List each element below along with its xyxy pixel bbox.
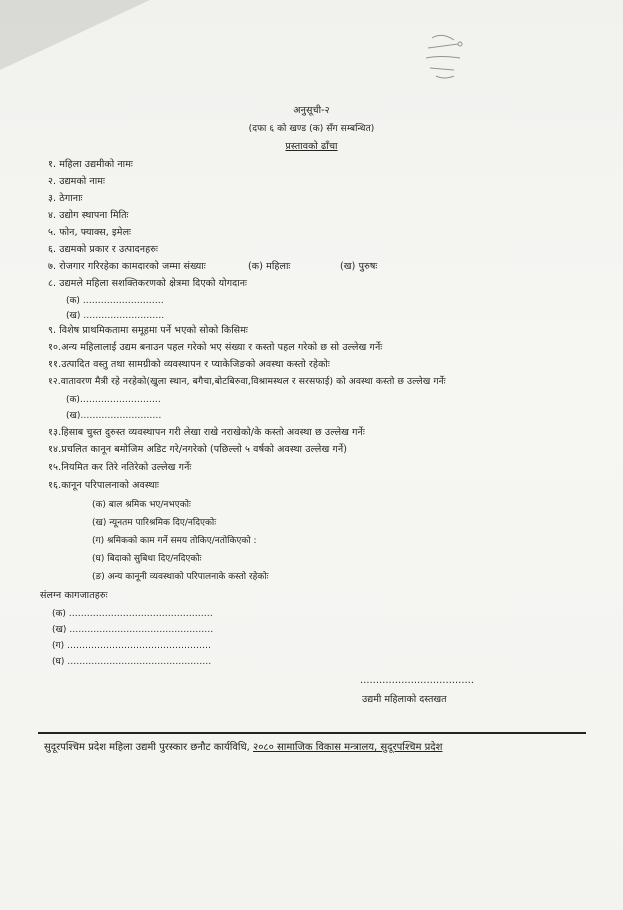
signature-label: उद्यमी महिलाको दस्तखत [362, 694, 447, 705]
item-12-sub-a: (क)……………………… [66, 395, 161, 405]
footer-text-part-b: २०८० सामाजिक विकास मन्त्रालय, सुदूरपश्चिम प्रदेश [253, 742, 443, 753]
item-16-sub-e: (ङ) अन्य कानूनी व्यवस्थाको परिपालनाके कस्तो रहेकोः [92, 572, 269, 582]
item-12-sub-b: (ख)……………………… [66, 411, 162, 421]
item-16-sub-d: (घ) बिदाको सुबिधा दिए/नदिएकोः [92, 554, 202, 564]
item-7-employees: ७. रोजगार गरिरहेका कामदारको जम्मा संख्याः [48, 261, 206, 272]
item-5-contact: ५. फोन, फ्याक्स, इमेलः [48, 227, 132, 238]
item-11-packaging: ११.उत्पादित वस्तु तथा सामग्रीको व्यवस्थापन र प्याकेजिङको अवस्था कस्तो रहेकोः [48, 359, 330, 370]
attachment-row-a: (क) ………………………………………… [52, 609, 213, 619]
item-14-audit: १४.प्रचलित कानून बमोजिम अडिट गरे/नगरेको (पछिल्लो ५ वर्षको अवस्था उल्लेख गर्ने) [48, 444, 348, 455]
schedule-heading: अनुसूची-२ [293, 105, 330, 116]
attachments-label: संलग्न कागजातहरुः [40, 590, 108, 601]
item-4-establishment-date: ४. उद्योग स्थापना मितिः [48, 210, 129, 221]
attachment-row-c: (ग) ………………………………………… [52, 641, 211, 651]
form-title: प्रस्तावको ढाँचा [285, 141, 338, 152]
footer-citation [44, 739, 442, 753]
item-3-address: ३. ठेगानाः [48, 193, 83, 204]
item-6-type-products: ६. उद्यमको प्रकार र उत्पादनहरुः [48, 244, 159, 255]
attachment-row-d: (घ) ………………………………………… [52, 657, 212, 667]
paper-fold-shadow [0, 0, 150, 70]
signature-line: ……………………………… [360, 675, 474, 686]
item-16-sub-a: (क) बाल श्रमिक भए/नभएकोः [92, 500, 191, 510]
footer-rule [38, 732, 586, 734]
item-13-accounting: १३.हिसाब चुस्त दुरुस्त व्यवस्थापन गरी लेखा राखे नराखेको/के कस्तो अवस्था छ उल्लेख गर्नेः [48, 427, 365, 438]
item-7-female-count: (क) महिलाः [248, 261, 291, 272]
footer-text-part-a: सुदूरपश्चिम प्रदेश महिला उद्यमी पुरस्कार छनौट कार्यविधि, [44, 742, 254, 753]
item-16-sub-b: (ख) न्यूनतम पारिश्रमिक दिए/नदिएकोः [92, 518, 217, 528]
item-8-sub-b: (ख) ……………………… [66, 311, 165, 321]
item-1-entrepreneur-name: १. महिला उद्यमीको नामः [48, 159, 133, 170]
official-seal-mark [420, 30, 470, 85]
item-2-enterprise-name: २. उद्यमको नामः [48, 176, 105, 187]
item-16-compliance: १६.कानून परिपालनाको अवस्थाः [48, 480, 160, 491]
item-10-initiatives: १०.अन्य महिलालाई उद्यम बनाउन पहल गरेको भए संख्या र कस्तो पहल गरेको छ सो उल्लेख गर्नेः [48, 342, 383, 353]
item-9-priority-group: ९. विशेष प्राथमिकतामा समूहमा पर्ने भएको सोको किसिमः [48, 325, 248, 336]
section-reference: (दफा ६ को खण्ड (क) सँग सम्बन्धित) [248, 124, 375, 134]
attachment-row-b: (ख) ………………………………………… [52, 625, 214, 635]
item-8-empowerment-contribution: ८. उद्यमले महिला सशक्तिकरणको क्षेत्रमा दिएको योगदानः [48, 278, 248, 289]
item-8-sub-a: (क) ……………………… [66, 296, 164, 306]
item-7-male-count: (ख) पुरुषः [340, 261, 378, 272]
item-15-tax: १५.नियमित कर तिरे नतिरेको उल्लेख गर्नेः [48, 462, 192, 473]
item-12-environment: १२.वातावरण मैत्री रहे नरहेको(खुला स्थान, बगैचा,बोटबिरुवा,विश्रामस्थल र सरसफाई) को अवस्था कस्तो छ उल्लेख गर्नेः [48, 376, 446, 387]
item-16-sub-c: (ग) श्रमिकको काम गर्ने समय तोकिए/नतोकिएको : [92, 536, 257, 546]
